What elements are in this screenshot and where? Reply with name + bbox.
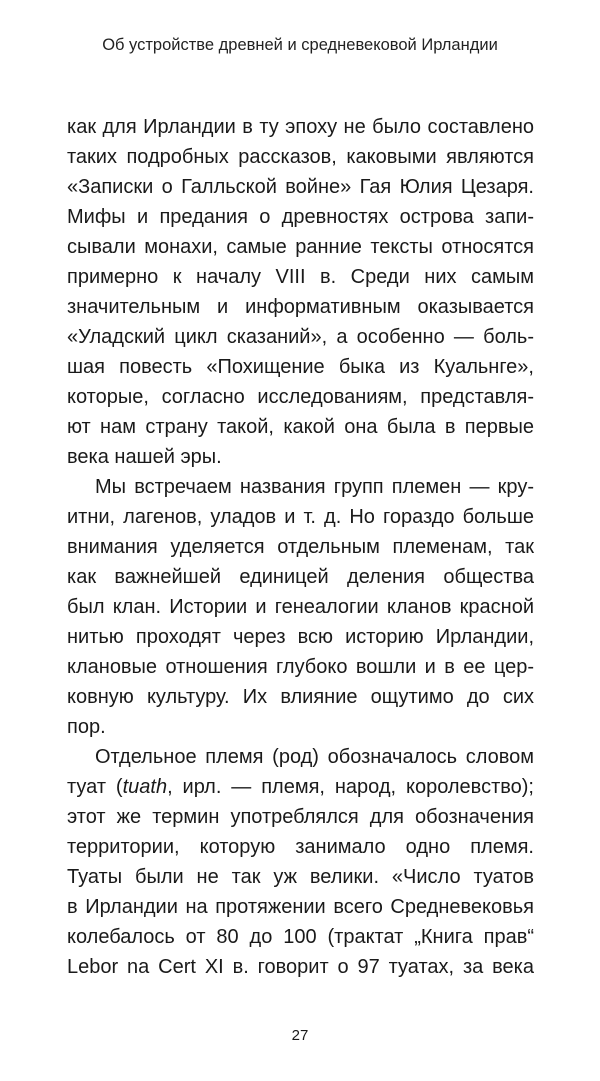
text-line: Мы встречаем названия групп племен — кру-: [95, 476, 534, 498]
text-line: Lebor na Cert XI в. говорит о 97 туатах, за века: [67, 956, 534, 978]
text-segment: туат (: [67, 776, 123, 798]
text-line: Отдельное племя (род) обозначалось словом: [95, 746, 534, 768]
text-line: итни, лагенов, уладов и т. д. Но гораздо больше: [67, 506, 534, 528]
running-head: Об устройстве древней и средневековой Ирландии: [102, 36, 498, 54]
text-line: был клан. Истории и генеалогии кланов красной: [67, 596, 534, 618]
text-line: шая повесть «Похищение быка из Куальнге»,: [67, 356, 534, 378]
text-line: Мифы и предания о древностях острова запи-: [67, 206, 534, 228]
page-number: 27: [291, 1027, 309, 1044]
text-line: ют нам страну такой, какой она была в первые: [67, 416, 534, 438]
text-line: в Ирландии на протяжении всего Средневековья: [67, 896, 534, 918]
text-line: территории, которую занимало одно племя.: [67, 836, 534, 858]
paragraph: [67, 742, 534, 982]
text-line: внимания уделяется отдельным племенам, так: [67, 536, 534, 558]
text-line: этот же термин употреблялся для обозначения: [67, 806, 534, 828]
text-segment: , ирл. — племя, народ, королевство);: [167, 776, 534, 798]
body-text: [67, 112, 534, 982]
text-line: Туаты были не так уж велики. «Число туатов: [67, 866, 534, 888]
text-line: пор.: [67, 716, 106, 738]
paragraph: [67, 472, 534, 742]
text-line: как важнейшей единицей деления общества: [67, 566, 534, 588]
text-line: которые, согласно исследованиям, представля-: [67, 386, 534, 408]
italic-term: tuath: [122, 776, 168, 798]
text-line: ковную культуру. Их влияние ощутимо до сих: [67, 686, 534, 708]
text-line: колебалось от 80 до 100 (трактат „Книга прав“: [67, 926, 534, 948]
text-line: как для Ирландии в ту эпоху не было составлено: [67, 116, 534, 138]
text-line: нитью проходят через всю историю Ирландии,: [67, 626, 534, 648]
text-line: таких подробных рассказов, каковыми являются: [67, 146, 534, 168]
text-line: «Уладский цикл сказаний», а особенно — боль-: [67, 326, 534, 348]
paragraph: [67, 112, 534, 472]
text-line: примерно к началу VIII в. Среди них самым: [67, 266, 534, 288]
text-line: века нашей эры.: [67, 446, 222, 468]
text-line: значительным и информативным оказывается: [67, 296, 534, 318]
text-line: [67, 772, 534, 802]
text-line: сывали монахи, самые ранние тексты относятся: [67, 236, 534, 258]
text-line: клановые отношения глубоко вошли и в ее цер-: [67, 656, 534, 678]
text-line: «Записки о Галльской войне» Гая Юлия Цезаря.: [67, 176, 534, 198]
